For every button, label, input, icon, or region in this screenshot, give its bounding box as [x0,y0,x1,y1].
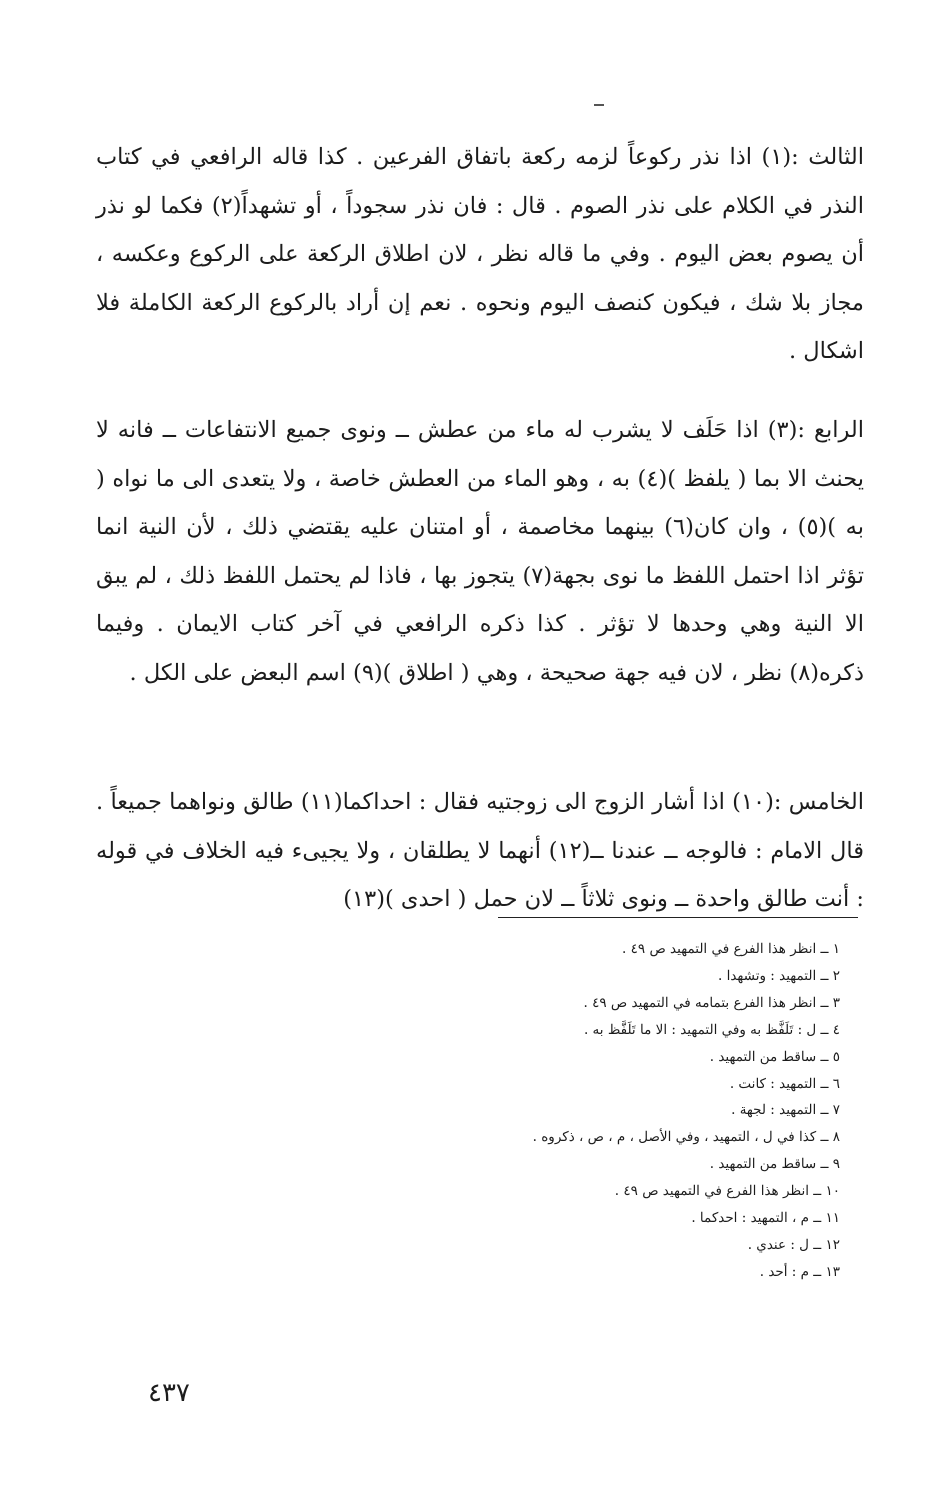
footnote: ٤ ــ ل : تَلَفَّظ به وفي التمهيد : الا ما تَلَفَّظ به . [583,1021,840,1038]
top-mark [594,104,604,106]
footnote: ٨ ــ كذا في ل ، التمهيد ، وفي الأصل ، م ، ص ، ذكروه . [532,1129,840,1146]
footnotes [430,936,840,1286]
footnote: ٢ ــ التمهيد : وتشهدا . [718,967,840,984]
paragraph-fifth: الخامس :(١٠) اذا أشار الزوج الى زوجتيه فقال : احداكما(١١) طالق ونواهما جميعاً . قال الامام : فالوجه ــ عندنا ــ(١٢) أنهما لا يطلقان ، ولا يجيىء فيه الخلاف في قوله : أنت طالق واحدة ــ ونوى ثلاثاً ــ لان حمل ( احدى )(١٣) [96,789,864,912]
footnote-separator [498,917,858,918]
footnote: ١١ ــ م ، التمهيد : احدكما . [691,1210,840,1227]
footnote: ٩ ــ ساقط من التمهيد . [709,1156,840,1173]
footnote: ٧ ــ التمهيد : لجهة . [731,1102,840,1119]
footnote: ١ ــ انظر هذا الفرع في التمهيد ص ٤٩ . [622,941,840,957]
paragraph-fourth: الرابع :(٣) اذا حَلَف لا يشرب له ماء من عطش ــ ونوى جميع الانتفاعات ــ فانه لا يحنث الا بما ( يلفظ )(٤) به ، وهو الماء من العطش خاصة ، ولا يتعدى الى ما نواه ( به )(٥) ، وان كان(٦) بينهما مخاصمة ، أو امتنان عليه يقتضي ذلك ، لأن النية انما تؤثر اذا احتمل اللفظ ما نوى بجهة(٧) يتجوز بها ، فاذا لم يحتمل اللفظ ذلك ، لم يبق الا النية وهي وحدها لا تؤثر . كذا ذكره الرافعي في آخر كتاب الايمان . وفيما ذكره(٨) نظر ، لان فيه جهة صحيحة ، وهي ( اطلاق )(٩) اسم البعض على الكل . [96,417,864,686]
page-number: ٤٣٧ [148,1378,190,1408]
footnote: ٥ ــ ساقط من التمهيد . [709,1048,840,1065]
paragraph-third: الثالث :(١) اذا نذر ركوعاً لزمه ركعة باتفاق الفرعين . كذا قاله الرافعي في كتاب النذر في الكلام على نذر الصوم . قال : فان نذر سجوداً ، أو تشهداً(٢) فكما لو نذر أن يصوم بعض اليوم . وفي ما قاله نظر ، لان اطلاق الركعة على الركوع وعكسه ، مجاز بلا شك ، فيكون كنصف اليوم ونحوه . نعم إن أراد بالركوع الركعة الكاملة فلا اشكال . [96,144,864,364]
footnote: ١٠ ــ انظر هذا الفرع في التمهيد ص ٤٩ . [614,1183,840,1200]
footnote: ١٣ ــ م : أحد . [759,1263,840,1280]
footnote: ١٢ ــ ل : عندي . [747,1236,840,1253]
footnote: ٣ ــ انظر هذا الفرع بتمامه في التمهيد ص ٤٩ . [583,994,840,1011]
footnote: ٦ ــ التمهيد : كانت . [729,1075,840,1092]
